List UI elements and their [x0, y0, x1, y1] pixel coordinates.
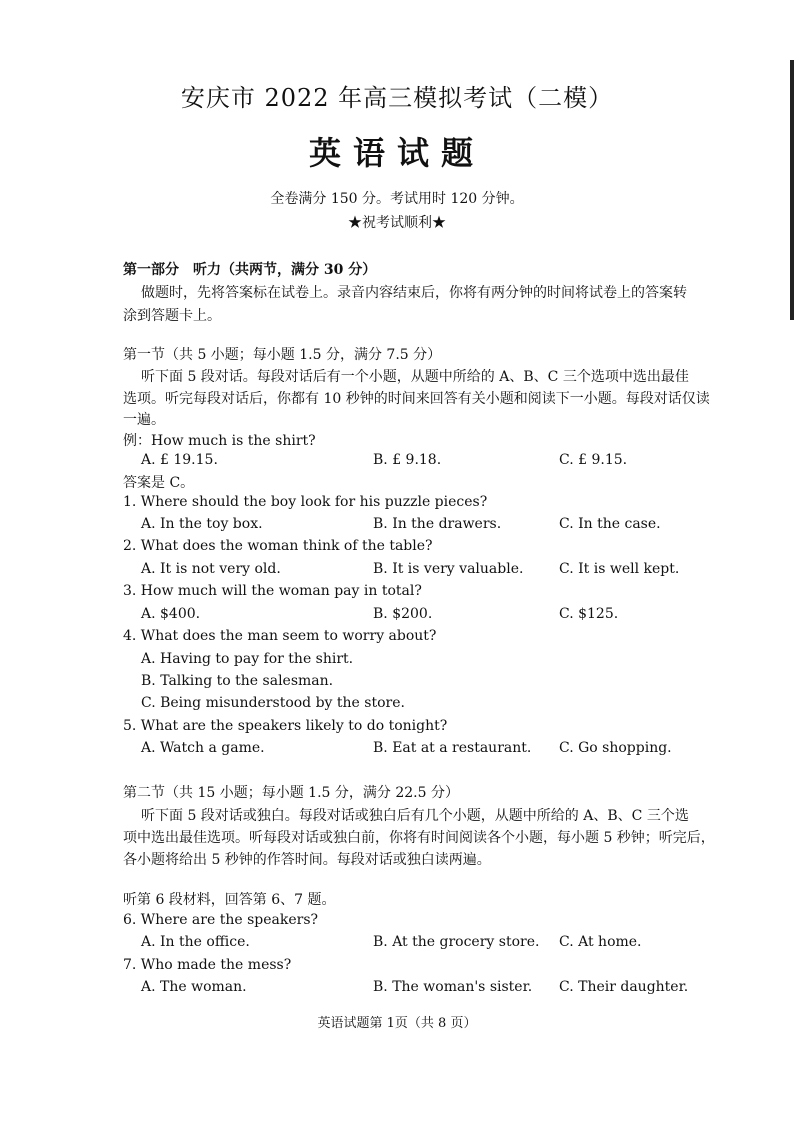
question-6: 6. Where are the speakers? [123, 912, 319, 928]
question-1-option-c: C. In the case. [559, 516, 661, 532]
question-5-option-a: A. Watch a game. [141, 740, 265, 756]
part1-instruction-1: 做题时，先将答案标在试卷上。录音内容结束后，你将有两分钟的时间将试卷上的答案转 [141, 285, 687, 301]
section1-instruction-2: 选项。听完每段对话后，你都有 10 秒钟的时间来回答有关小题和阅读下一小题。每段对话仅读 [123, 391, 710, 407]
example-option-b: B. £ 9.18. [373, 452, 442, 468]
question-3-option-c: C. $125. [559, 606, 619, 622]
example-question: 例：How much is the shirt? [123, 433, 316, 449]
question-6-option-c: C. At home. [559, 934, 642, 950]
part1-instruction-2: 涂到答题卡上。 [123, 308, 221, 324]
example-option-a: A. £ 19.15. [141, 452, 218, 468]
question-1: 1. Where should the boy look for his puzzle pieces? [123, 494, 488, 510]
question-3-option-a: A. $400. [141, 606, 201, 622]
question-3: 3. How much will the woman pay in total? [123, 583, 422, 599]
section1-heading: 第一节（共 5 小题；每小题 1.5 分，满分 7.5 分） [123, 347, 442, 363]
question-2-option-c: C. It is well kept. [559, 561, 680, 577]
section2-instruction-2: 项中选出最佳选项。听每段对话或独白前，你将有时间阅读各个小题，每小题 5 秒钟；听完后， [123, 830, 715, 846]
section2-heading: 第二节（共 15 小题；每小题 1.5 分，满分 22.5 分） [123, 785, 459, 801]
exam-meta: 全卷满分 150 分。考试用时 120 分钟。 [270, 191, 524, 207]
question-7-option-c: C. Their daughter. [559, 979, 689, 995]
example-answer: 答案是 C。 [123, 475, 195, 491]
question-5-option-c: C. Go shopping. [559, 740, 672, 756]
subject-title: 英语试题 [308, 134, 485, 172]
section1-instruction-3: 一遍。 [123, 412, 165, 428]
question-6-option-a: A. In the office. [141, 934, 250, 950]
question-5: 5. What are the speakers likely to do tonight? [123, 718, 448, 734]
question-2-option-b: B. It is very valuable. [373, 561, 524, 577]
exam-title: 安庆市 2022 年高三模拟考试（二模） [180, 84, 614, 112]
question-4-option-b: B. Talking to the salesman. [141, 673, 334, 689]
question-3-option-b: B. $200. [373, 606, 433, 622]
question-2: 2. What does the woman think of the table? [123, 538, 433, 554]
section2-instruction-1: 听下面 5 段对话或独白。每段对话或独白后有几个小题，从题中所给的 A、B、C 三个选 [141, 808, 689, 824]
section1-instruction-1: 听下面 5 段对话。每段对话后有一个小题，从题中所给的 A、B、C 三个选项中选出最佳 [141, 369, 689, 385]
question-1-option-b: B. In the drawers. [373, 516, 502, 532]
question-2-option-a: A. It is not very old. [141, 561, 281, 577]
question-7: 7. Who made the mess? [123, 957, 292, 973]
material-6-intro: 听第 6 段材料，回答第 6、7 题。 [123, 892, 336, 908]
question-1-option-a: A. In the toy box. [141, 516, 263, 532]
example-option-c: C. £ 9.15. [559, 452, 628, 468]
page-footer: 英语试题第 1页（共 8 页） [317, 1016, 477, 1031]
part1-heading: 第一部分 听力（共两节，满分 30 分） [123, 262, 377, 278]
section2-instruction-3: 各小题将给出 5 秒钟的作答时间。每段对话或独白读两遍。 [123, 852, 491, 868]
question-4: 4. What does the man seem to worry about? [123, 628, 437, 644]
question-4-option-c: C. Being misunderstood by the store. [141, 695, 405, 711]
question-7-option-b: B. The woman's sister. [373, 979, 533, 995]
question-5-option-b: B. Eat at a restaurant. [373, 740, 532, 756]
question-7-option-a: A. The woman. [141, 979, 247, 995]
question-6-option-b: B. At the grocery store. [373, 934, 540, 950]
question-4-option-a: A. Having to pay for the shirt. [141, 651, 354, 667]
exam-motto: ★祝考试顺利★ [348, 215, 446, 231]
